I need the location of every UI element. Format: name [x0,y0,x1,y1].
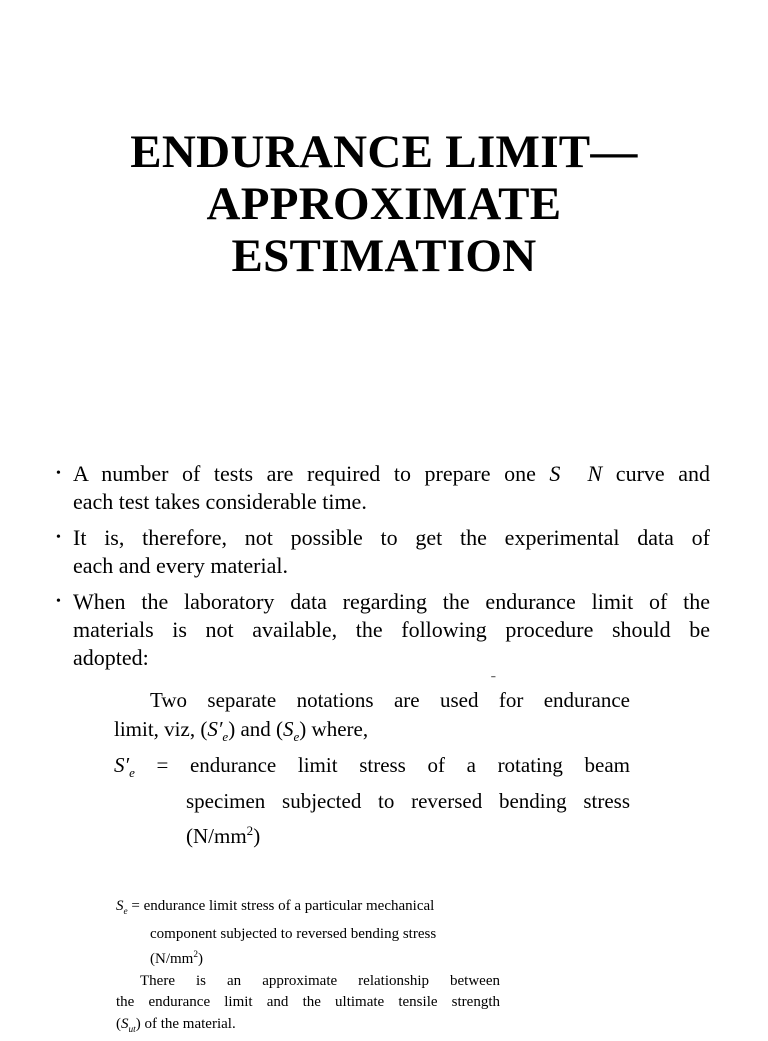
note-text: = endurance limit stress of a particular mechanical [128,898,435,914]
note2-line-1 [116,896,500,924]
note1-line-2 [114,715,630,751]
note-text: ( [116,1016,121,1032]
note-text: = endurance limit stress of a rotating beam [135,753,630,777]
superscript-2: 2 [193,950,198,960]
note1-line-1: Two separate notations are used for endurance [114,686,630,715]
bullet-1-line-1 [73,460,710,488]
symbol-prime: ′ [125,753,130,777]
note-text: ) where, [299,717,368,741]
bullet-marker: • [56,460,61,488]
notation-definition [114,686,630,851]
bullet-3-line-3: adopted: [73,644,710,672]
note1-line-4: specimen subjected to reversed bending stress [114,787,630,816]
superscript-2: 2 [247,823,254,838]
bullet-2-line-2: each and every material. [73,552,710,580]
bullet-item [56,588,710,672]
bullet-marker: • [56,588,61,616]
symbol-prime: ′ [218,717,223,741]
note2-line-6 [116,1014,500,1041]
symbol-s: S [207,717,218,741]
bullet-2-line-1: It is, therefore, not possible to get the experimental data of [73,524,710,552]
variable-s: S [549,461,560,486]
title-line-3: ESTIMATION [84,230,684,282]
subscript-e: e [294,729,300,744]
note-text: ) and ( [228,717,283,741]
subscript-e: e [124,907,128,917]
variable-n: N [588,461,603,486]
note1-line-5 [114,816,630,851]
symbol-s: S [114,753,125,777]
bullet-1-line-2: each test takes considerable time. [73,488,710,516]
note-text: ) [253,824,260,848]
stray-mark: ˉ [491,674,496,690]
bullet-marker: • [56,524,61,552]
note2-line-3 [116,945,500,971]
bullet-item [56,460,710,516]
note-text: ) [198,951,203,967]
bullet-3-line-1: When the laboratory data regarding the endurance limit of the [73,588,710,616]
symbol-s: S [121,1016,129,1032]
symbol-s: S [283,717,294,741]
note2-line-5: the endurance limit and the ultimate tensile strength [116,992,500,1014]
note2-line-4: There is an approximate relationship between [116,971,500,993]
note-text: (N/mm [186,824,247,848]
endurance-relationship-note [116,896,500,1041]
note-text: (N/mm [150,951,193,967]
title-line-1: ENDURANCE LIMIT— [84,126,684,178]
bullet-3-line-2: materials is not available, the following procedure should be [73,616,710,644]
subscript-ut: ut [129,1025,136,1035]
bullet-text: curve and [602,461,710,486]
note-text: ) of the material. [136,1016,236,1032]
note-text: limit, viz, ( [114,717,207,741]
bullet-list [56,460,710,680]
note2-line-2: component subjected to reversed bending stress [116,924,500,946]
bullet-text: A number of tests are required to prepare one [73,461,549,486]
symbol-s: S [116,898,124,914]
subscript-e: e [222,729,228,744]
title-line-2: APPROXIMATE [84,178,684,230]
page-title [84,126,684,282]
subscript-e: e [129,765,135,780]
note1-line-3 [114,751,630,787]
bullet-item [56,524,710,580]
